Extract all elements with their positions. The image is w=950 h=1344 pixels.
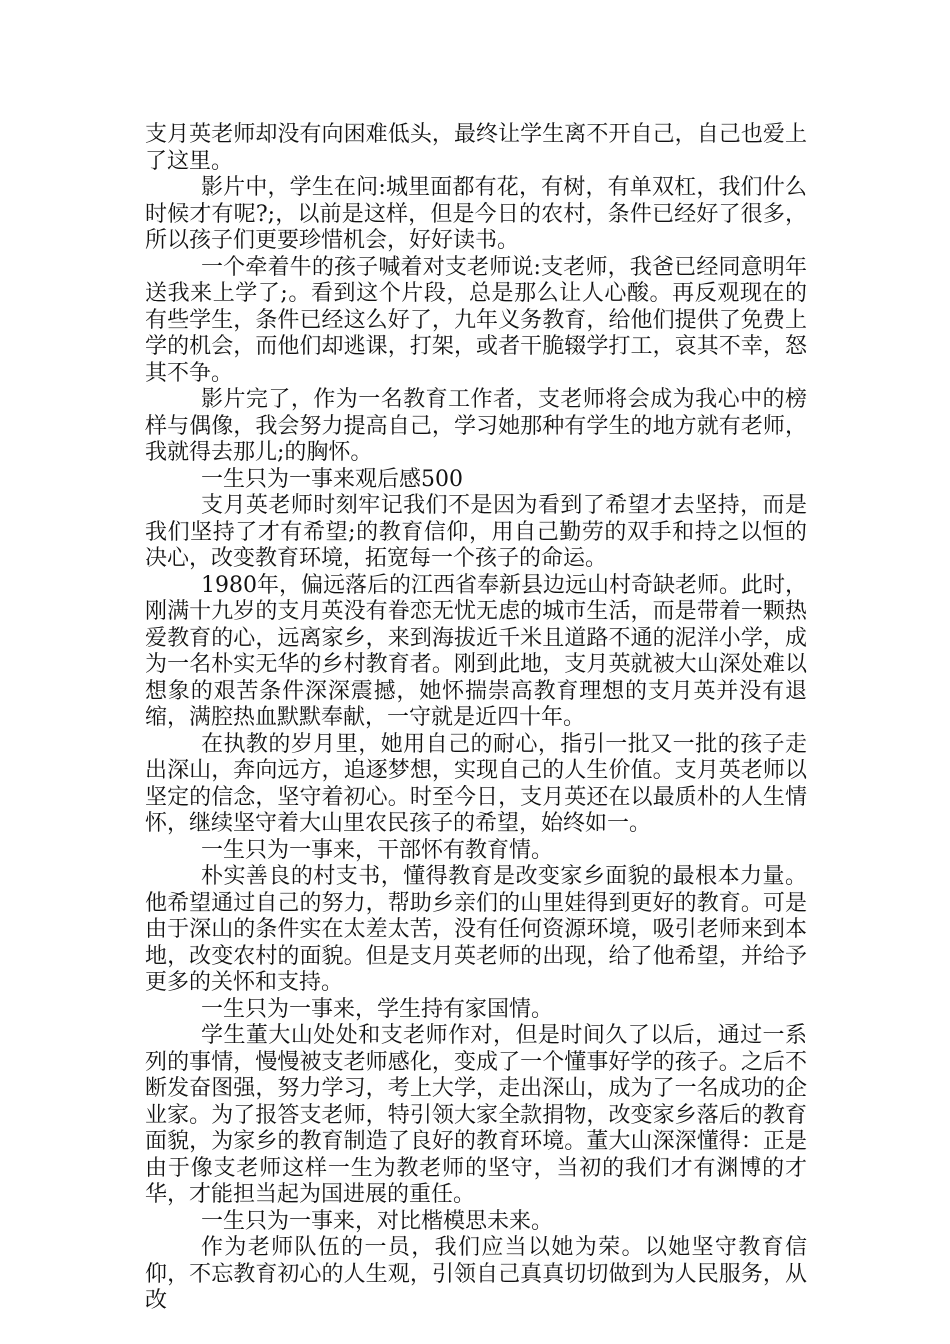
subheading-cadre: 一生只为一事来，干部怀有教育情。 [201,837,554,863]
paragraph-9: 学生董大山处处和支老师作对，但是时间久了以后，通过一系列的事情，慢慢被支老师感化，变成了一个懂事好学的孩子。之后不断发奋图强，努力学习，考上大学，走出深山，成为了一名成功的企业家。为了报答支老师，特引领大家全款捐物，改变家乡落后的教育面貌，为家乡的教育制造了良好的教育环境。董大山深深懂得：正是由于像支老师这样一生为教老师的坚守，当初的我们才有渊博的才华，才能担当起为国进展的重任。 [145,1023,807,1207]
paragraph-5: 支月英老师时刻牢记我们不是因为看到了希望才去坚持，而是我们坚持了才有希望;的教育信仰，用自己勤劳的双手和持之以恒的决心，改变教育环境，拓宽每一个孩子的命运。 [145,493,807,571]
paragraph-2: 影片中，学生在问:城里面都有花，有树，有单双杠，我们什么时候才有呢?;，以前是这样，但是今日的农村，条件已经好了很多，所以孩子们更要珍惜机会，好好读书。 [145,175,807,253]
subheading-model: 一生只为一事来，对比楷模思未来。 [201,1208,554,1234]
paragraph-6: 1980年，偏远落后的江西省奉新县边远山村奇缺老师。此时，刚满十九岁的支月英没有眷恋无忧无虑的城市生活，而是带着一颗热爱教育的心，远离家乡，来到海拔近千米且道路不通的泥洋小学，成为一名朴实无华的乡村教育者。刚到此地，支月英就被大山深处难以想象的艰苦条件深深震撼，她怀揣崇高教育理想的支月英并没有退缩，满腔热血默默奉献，一守就是近四十年。 [145,572,807,730]
paragraph-4: 影片完了，作为一名教育工作者，支老师将会成为我心中的榜样与偶像，我会努力提高自己，学习她那种有学生的地方就有老师，我就得去那儿;的胸怀。 [145,387,807,465]
subheading-student: 一生只为一事来，学生持有家国情。 [201,996,554,1022]
document-body [145,122,807,1315]
paragraph-3: 一个牵着牛的孩子喊着对支老师说:支老师，我爸已经同意明年送我来上学了;。看到这个片段，总是那么让人心酸。再反观现在的有些学生，条件已经这么好了，九年义务教育，给他们提供了免费上学的机会，而他们却逃课，打架，或者干脆辍学打工，哀其不幸，怒其不争。 [145,254,807,386]
paragraph-8: 朴实善良的村支书，懂得教育是改变家乡面貌的最根本力量。他希望通过自己的努力，帮助乡亲们的山里娃得到更好的教育。可是由于深山的条件实在太差太苦，没有任何资源环境，吸引老师来到本地，改变农村的面貌。但是支月英老师的出现，给了他希望，并给予更多的关怀和支持。 [145,864,807,995]
paragraph-10: 作为老师队伍的一员，我们应当以她为荣。以她坚守教育信仰，不忘教育初心的人生观，引领自己真真切切做到为人民服务，从改 [145,1235,807,1313]
paragraph-7: 在执教的岁月里，她用自己的耐心，指引一批又一批的孩子走出深山，奔向远方，追逐梦想，实现自己的人生价值。支月英老师以坚定的信念，坚守着初心。时至今日，支月英还在以最质朴的人生情怀，继续坚守着大山里农民孩子的希望，始终如一。 [145,731,807,836]
paragraph-1: 支月英老师却没有向困难低头，最终让学生离不开自己，自己也爱上了这里。 [145,122,807,174]
section-heading: 一生只为一事来观后感500 [201,466,463,492]
